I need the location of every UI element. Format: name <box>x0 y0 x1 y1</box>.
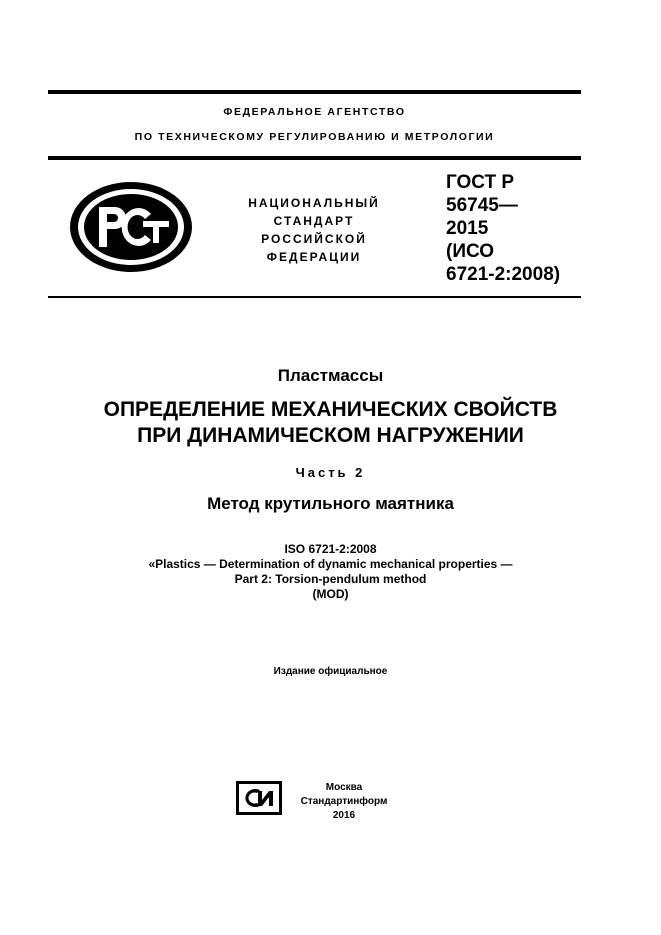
standard-designation <box>446 171 560 286</box>
main-title-line-2: ПРИ ДИНАМИЧЕСКОМ НАГРУЖЕНИИ <box>137 424 524 447</box>
rst-logo-icon <box>69 181 193 273</box>
agency-line-2: ПО ТЕХНИЧЕСКОМУ РЕГУЛИРОВАНИЮ И МЕТРОЛОГИИ <box>134 131 495 143</box>
bottom-rule <box>48 296 581 298</box>
part-title: Метод крутильного маятника <box>207 494 454 513</box>
designation-line-3: 2015 <box>446 218 489 239</box>
subject-title: Пластмассы <box>277 366 384 385</box>
publisher-name: Стандартинформ <box>300 796 388 807</box>
iso-title-line-2: Part 2: Torsion-pendulum method <box>234 572 427 586</box>
agency-line-1: ФЕДЕРАЛЬНОЕ АГЕНТСТВО <box>223 106 406 118</box>
top-rule <box>48 90 581 94</box>
national-standard-line-2: СТАНДАРТ <box>273 214 355 228</box>
standartinform-logo-icon <box>236 781 282 815</box>
national-standard-line-3: РОССИЙСКОЙ <box>261 232 367 246</box>
national-standard-line-1: НАЦИОНАЛЬНЫЙ <box>248 196 380 210</box>
header-rule <box>48 156 581 160</box>
publisher-year: 2016 <box>332 810 356 821</box>
main-title-line-1: ОПРЕДЕЛЕНИЕ МЕХАНИЧЕСКИХ СВОЙСТВ <box>103 398 558 421</box>
publisher-block <box>292 781 396 823</box>
designation-line-1: ГОСТ Р <box>446 172 515 193</box>
designation-line-4: (ИСО <box>446 241 495 262</box>
publisher-city: Москва <box>325 782 363 793</box>
designation-line-2: 56745— <box>446 195 518 216</box>
designation-line-5: 6721-2:2008) <box>446 264 561 285</box>
iso-modification: (MOD) <box>312 587 349 601</box>
national-standard-line-4: ФЕДЕРАЦИИ <box>266 250 362 264</box>
iso-title-line-1: «Plastics — Determination of dynamic mechanical properties — <box>148 557 513 571</box>
edition-label: Издание официальное <box>273 666 388 677</box>
iso-number: ISO 6721-2:2008 <box>284 542 377 556</box>
national-standard-label <box>232 194 396 266</box>
part-label: Часть 2 <box>295 465 366 480</box>
